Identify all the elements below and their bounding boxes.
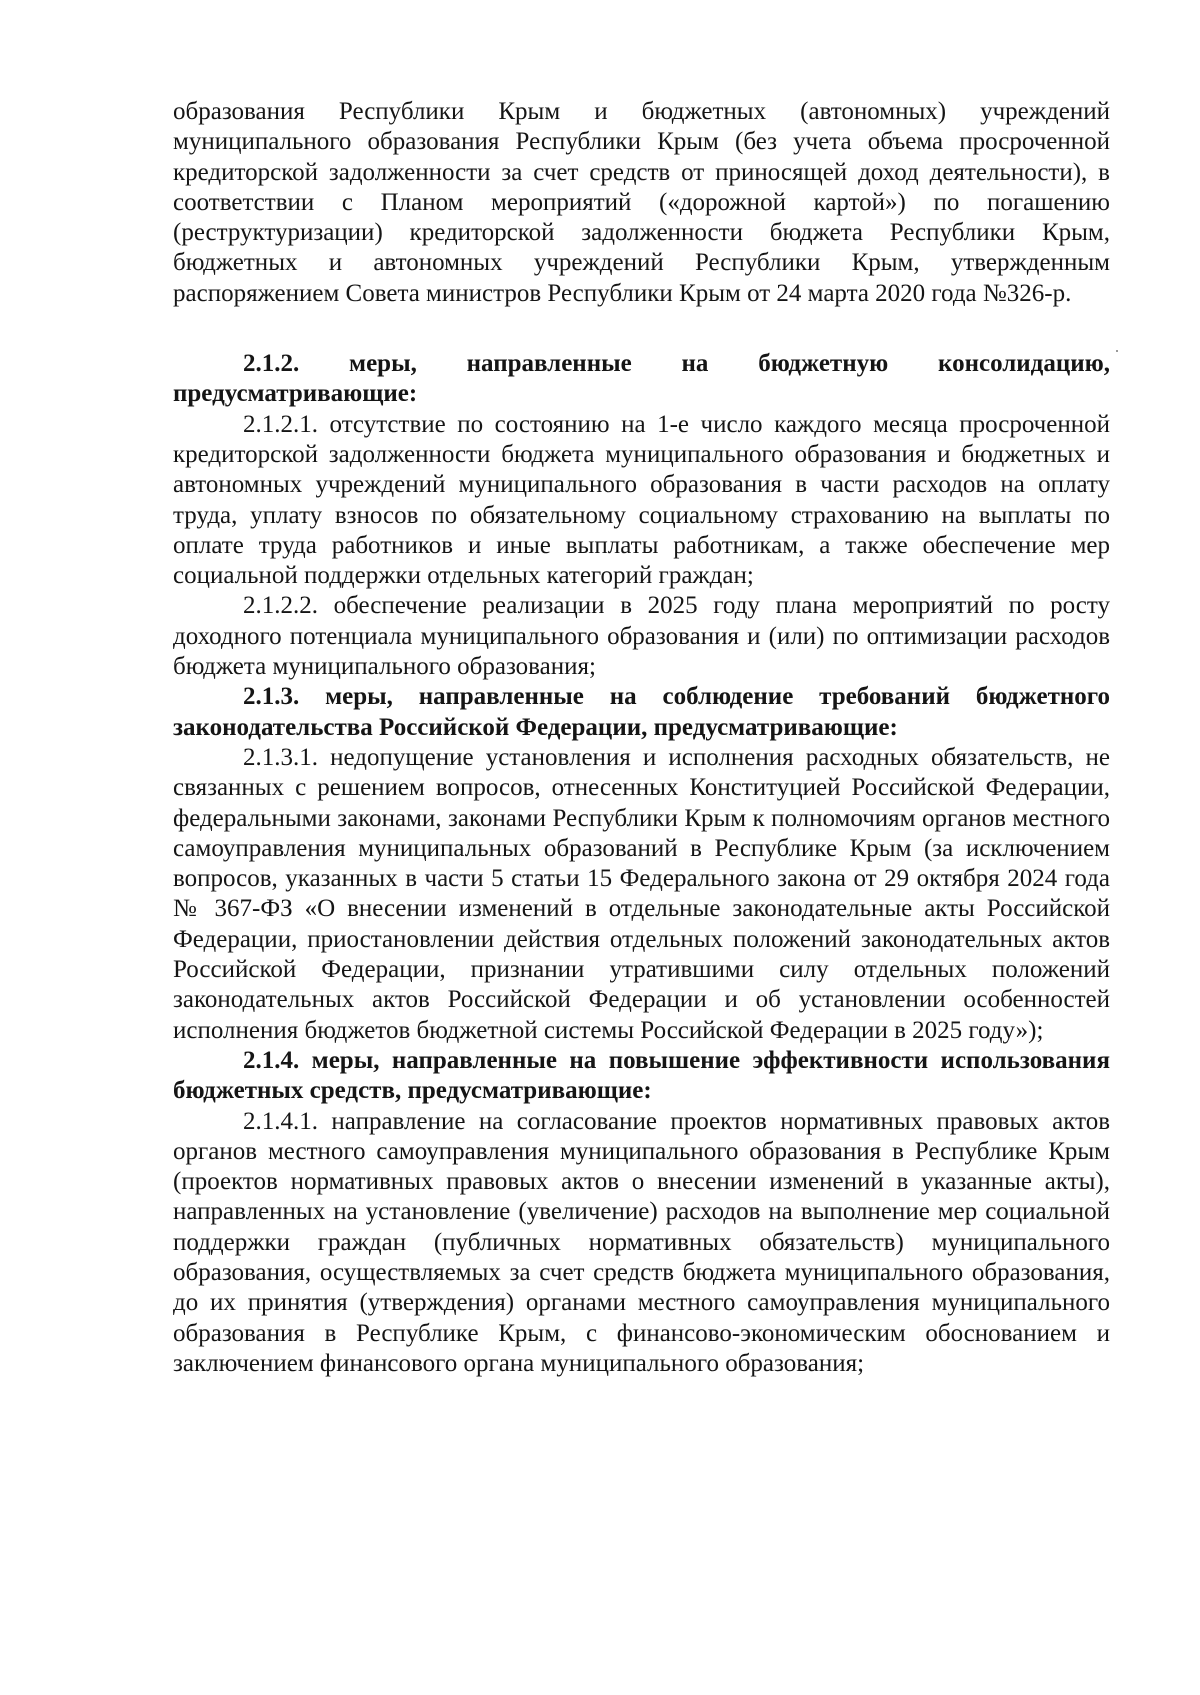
paragraph-2-1-4-1: 2.1.4.1. направление на согласование проектов нормативных правовых актов органов местного самоуправления муниципального образования в Республике Крым (проектов нормативных правовых актов о внесении изменений в указанные акты), направленных на установление (увеличение) расходов на выполнение мер социальной поддержки граждан (публичных нормативных обязательств) муниципального образования, осуществляемых за счет средств бюджета муниципального образования, до их принятия (утверждения) органами местного самоуправления муниципального образования в Республике Крым, с финансово-экономическим обоснованием и заключением финансового органа муниципального образования; <box>173 1107 1110 1377</box>
heading-2-1-4: 2.1.4. меры, направленные на повышение эффективности использования бюджетных средств, предусматривающие: <box>173 1046 1110 1105</box>
paragraph-2-1-3-1: 2.1.3.1. недопущение установления и исполнения расходных обязательств, не связанных с решением вопросов, отнесенных Конституцией Российской Федерации, федеральными законами, законами Республики Крым к полномочиям органов местного самоуправления муниципальных образований в Республике Крым (за исключением вопросов, указанных в части 5 статьи 15 Федерального закона от 29 октября 2024 года № 367-ФЗ «О внесении изменений в отдельные законодательные акты Российской Федерации, приостановлении действия отдельных положений законодательных актов Российской Федерации, признании утратившими силу отдельных положений законодательных актов Российской Федерации и об установлении особенностей исполнения бюджетов бюджетной системы Российской Федерации в 2025 году»); <box>173 743 1110 1044</box>
heading-2-1-3: 2.1.3. меры, направленные на соблюдение требований бюджетного законодательства Российской Федерации, предусматривающие: <box>173 683 1110 741</box>
heading-2-1-2: 2.1.2. меры, направленные на бюджетную консолидацию, предусматривающие: <box>173 350 1110 408</box>
scan-speck <box>1116 350 1118 352</box>
paragraph-2-1-2-2: 2.1.2.2. обеспечение реализации в 2025 году плана мероприятий по росту доходного потенциала муниципального образования и (или) по оптимизации расходов бюджета муниципального образования; <box>173 592 1110 681</box>
paragraph-gap <box>173 309 1110 349</box>
document-page <box>173 97 1110 1379</box>
paragraph-2-1-2-1: 2.1.2.1. отсутствие по состоянию на 1-е число каждого месяца просроченной кредиторской задолженности бюджета муниципального образования и бюджетных и автономных учреждений муниципального образования в части расходов на оплату труда, уплату взносов по обязательному социальному страхованию на выплаты по оплате труда работников и иные выплаты работникам, а также обеспечение мер социальной поддержки отдельных категорий граждан; <box>173 410 1110 590</box>
intro-paragraph: образования Республики Крым и бюджетных (автономных) учреждений муниципального образования Республики Крым (без учета объема просроченной кредиторской задолженности за счет средств от приносящей доход деятельности), в соответствии с Планом мероприятий («дорожной картой») по погашению (реструктуризации) кредиторской задолженности бюджета Республики Крым, бюджетных и автономных учреждений Республики Крым, утвержденным распоряжением Совета министров Республики Крым от 24 марта 2020 года №326-р. <box>173 98 1110 307</box>
